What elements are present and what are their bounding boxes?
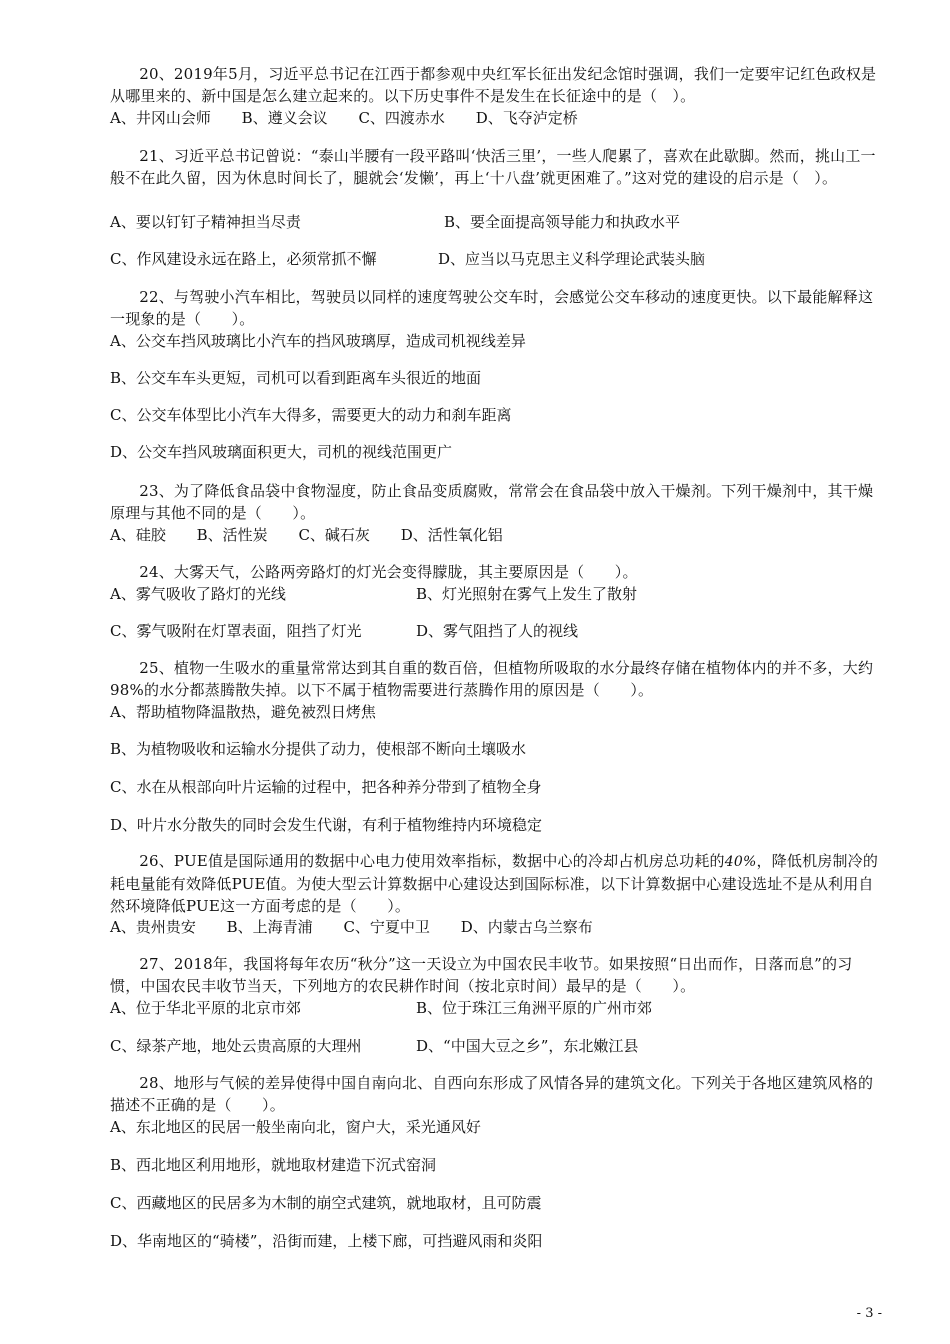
- options-row: [110, 524, 529, 546]
- option-d: D、应当以马克思主义科学理论武装头脑: [438, 250, 706, 268]
- option-c: C、雾气吸附在灯罩表面，阻挡了灯光: [110, 622, 362, 640]
- question-21: [110, 145, 880, 268]
- option-d: D、内蒙古乌兰察布: [460, 918, 593, 936]
- option-d: D、活性氧化铝: [400, 526, 503, 544]
- option-d: D、雾气阻挡了人的视线: [416, 622, 579, 640]
- option-d: D、公交车挡风玻璃面积更大，司机的视线范围更广: [110, 443, 453, 461]
- question-stem: 21、习近平总书记曾说：“泰山半腰有一段平路叫‘快活三里’，一些人爬累了，喜欢在此歇脚。然而，挑山工一般不在此久留，因为休息时间长了，腿就会‘发懒’，再上‘十八盘’就更困难了。”这对党的建设的启示是（ ）。: [110, 147, 876, 187]
- options-row: [110, 211, 681, 233]
- option-a: A、井冈山会师: [110, 109, 211, 127]
- question-23: [110, 480, 880, 544]
- question-24: [110, 561, 880, 640]
- option-c: C、水在从根部向叶片运输的过程中，把各种养分带到了植物全身: [110, 778, 542, 796]
- option-c: C、宁夏中卫: [343, 918, 430, 936]
- option-a: A、硅胶: [110, 526, 166, 544]
- option-b: B、遵义会议: [241, 109, 328, 127]
- options-row: [110, 997, 653, 1019]
- question-20: [110, 63, 880, 127]
- option-a: A、公交车挡风玻璃比小汽车的挡风玻璃厚，造成司机视线差异: [110, 332, 526, 350]
- question-stem: 23、为了降低食品袋中食物湿度，防止食品变质腐败，常常会在食品袋中放入干燥剂。下列干燥剂中，其干燥原理与其他不同的是（ ）。: [110, 482, 874, 522]
- option-a: A、帮助植物降温散热，避免被烈日烤焦: [110, 703, 376, 721]
- option-d: D、叶片水分散失的同时会发生代谢，有利于植物维持内环境稳定: [110, 816, 543, 834]
- question-stem: 20、2019年5月，习近平总书记在江西于都参观中央红军长征出发纪念馆时强调，我们一定要牢记红色政权是从哪里来的、新中国是怎么建立起来的。以下历史事件不是发生在长征途中的是（ ）。: [110, 65, 877, 105]
- option-a: A、贵州贵安: [110, 918, 196, 936]
- options-row: [110, 916, 619, 938]
- option-b: B、活性炭: [196, 526, 268, 544]
- option-d: D、华南地区的“骑楼”，沿街而建，上楼下廊，可挡避风雨和炎阳: [110, 1232, 543, 1250]
- options-row: [110, 107, 604, 129]
- option-b: B、灯光照射在雾气上发生了散射: [416, 585, 638, 603]
- options-row: [110, 583, 638, 605]
- option-b: B、位于珠江三角洲平原的广州市郊: [416, 999, 653, 1017]
- question-28: [110, 1072, 880, 1250]
- option-a: A、雾气吸收了路灯的光线: [110, 585, 286, 603]
- option-b: B、公交车车头更短，司机可以看到距离车头很近的地面: [110, 369, 482, 387]
- page-number: - 3 -: [856, 1306, 882, 1321]
- question-25: [110, 657, 880, 834]
- option-b: B、为植物吸收和运输水分提供了动力，使根部不断向土壤吸水: [110, 740, 527, 758]
- option-c: C、四渡赤水: [358, 109, 445, 127]
- stem-part: 26、PUE值是国际通用的数据中心电力使用效率指标，数据中心的冷却占机房总功耗的: [139, 852, 725, 870]
- option-b: B、要全面提高领导能力和执政水平: [444, 213, 681, 231]
- question-27: [110, 953, 880, 1055]
- option-b: B、上海青浦: [226, 918, 313, 936]
- question-stem: 25、植物一生吸水的重量常常达到其自重的数百倍，但植物所吸取的水分最终存储在植物体内的并不多，大约98%的水分都蒸腾散失掉。以下不属于植物需要进行蒸腾作用的原因是（ ）。: [110, 659, 874, 699]
- option-c: C、公交车体型比小汽车大得多，需要更大的动力和刹车距离: [110, 406, 512, 424]
- option-a: A、位于华北平原的北京市郊: [110, 999, 301, 1017]
- option-c: C、碱石灰: [298, 526, 370, 544]
- option-d: D、“中国大豆之乡”，东北嫩江县: [416, 1037, 639, 1055]
- question-stem: [110, 850, 880, 917]
- question-stem: 24、大雾天气，公路两旁路灯的灯光会变得朦胧，其主要原因是（ ）。: [139, 563, 638, 581]
- percentage-value: 40%: [724, 854, 757, 870]
- option-d: D、飞夺泸定桥: [475, 109, 578, 127]
- options-row: [110, 1035, 639, 1057]
- stem-part: ，降低机房制冷的耗电量能有效降低PUE值。为使大型云计算数据中心建设达到国际标准，以下计算数据中心建设选址不是从利用自然环境降低PUE这一方面考虑的是（ ）。: [110, 852, 879, 915]
- question-stem: 28、地形与气候的差异使得中国自南向北、自西向东形成了风情各异的建筑文化。下列关于各地区建筑风格的描述不正确的是（ ）。: [110, 1074, 874, 1114]
- option-a: A、要以钉钉子精神担当尽责: [110, 213, 301, 231]
- question-stem: 22、与驾驶小汽车相比，驾驶员以同样的速度驾驶公交车时，会感觉公交车移动的速度更快。以下最能解释这一现象的是（ ）。: [110, 288, 874, 328]
- option-c: C、西藏地区的民居多为木制的崩空式建筑，就地取材，且可防震: [110, 1194, 542, 1212]
- option-c: C、绿茶产地，地处云贵高原的大理州: [110, 1037, 362, 1055]
- option-a: A、东北地区的民居一般坐南向北，窗户大，采光通风好: [110, 1118, 481, 1136]
- question-22: [110, 286, 880, 461]
- option-b: B、西北地区利用地形，就地取材建造下沉式窑洞: [110, 1156, 437, 1174]
- question-26: [110, 850, 880, 936]
- option-c: C、作风建设永远在路上，必须常抓不懈: [110, 250, 377, 268]
- question-stem: 27、2018年，我国将每年农历“秋分”这一天设立为中国农民丰收节。如果按照“日出而作，日落而息”的习惯，中国农民丰收节当天，下列地方的农民耕作时间（按北京时间）最早的是（ ）。: [110, 955, 853, 995]
- options-row: [110, 620, 579, 642]
- options-row: [110, 248, 706, 270]
